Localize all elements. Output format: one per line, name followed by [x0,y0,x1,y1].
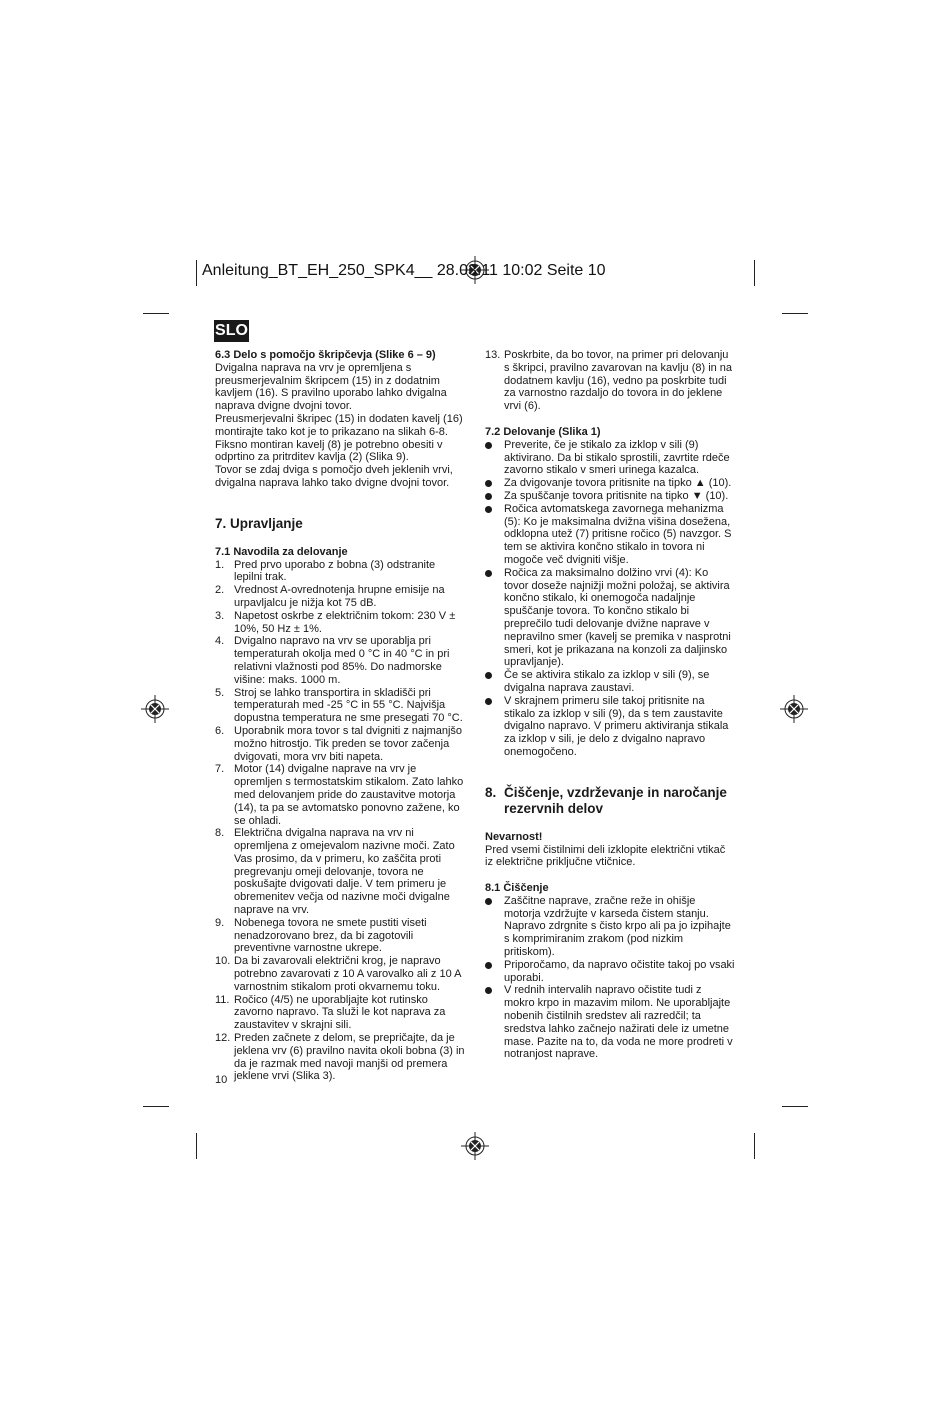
list-item [485,984,735,1061]
numbered-list [215,559,465,1084]
list-item [485,477,735,490]
list-number: 4. [215,635,225,648]
section-8-1-title: 8.1 Čiščenje [485,882,549,895]
list-item [215,559,465,585]
bullet-icon [485,672,492,679]
bullet-icon [485,506,492,513]
list-text: Če se aktivira stikalo za izklop v sili (9), se dvigalna naprava zaustavi. [504,669,710,694]
crop-mark [782,1106,808,1107]
section-number: 8. [485,784,497,800]
list-item [485,959,735,985]
numbered-list [485,349,735,413]
list-text: Električna dvigalna naprava na vrv ni opremljena z omejevalom nazivne moči. Zato Vas prosimo, da v primeru, ko zaščita proti pregrevanju omeji delovanje, tovora ne poskušajte dvigovati dalje. V tem primeru je obremenitev večja od nazivne moči dvigalne naprave na vrv. [234,827,455,917]
list-item [485,567,735,669]
list-item [215,725,465,763]
list-text: Za spuščanje tovora pritisnite na tipko ▼ (10). [504,489,729,502]
bullet-list [485,439,735,759]
section-7-2-title: 7.2 Delovanje (Slika 1) [485,425,601,438]
crop-mark [782,313,808,314]
bullet-icon [485,570,492,577]
registration-mark-icon [141,695,169,723]
list-number: 6. [215,724,225,737]
registration-mark-icon [780,695,808,723]
list-text: Priporočamo, da napravo očistite takoj po vsaki uporabi. [504,958,735,984]
list-number: 9. [215,916,225,929]
bullet-icon [485,480,492,487]
print-slug-header: Anleitung_BT_EH_250_SPK4__ 28.03.11 10:02 Seite 10 [202,262,606,279]
bullet-icon [485,962,492,969]
list-item [485,439,735,477]
danger-title: Nevarnost! [485,830,543,843]
crop-mark [143,313,169,314]
list-number: 10. [215,955,231,968]
paragraph: Preusmerjevalni škripec (15) in dodaten kavelj (16) montirajte tako kot je to prikazano na slikah 6-8. Fiksno montiran kavelj (8) je potrebno obesiti v odprtino za pritrditev kavlja (2) (Slika 9). [215,412,463,464]
list-text: Vrednost A-ovrednotenja hrupne emisije na urpavljalcu je nižja kot 75 dB. [234,584,445,609]
list-text: Stroj se lahko transportira in skladišči pri temperaturah med -25 °C in 55 °C. Najvišja dopustna temperatura ne sme presegati 70 °C. [234,686,463,725]
list-item [485,695,735,759]
list-text: Uporabnik mora tovor s tal dvigniti z najmanjšo možno hitrostjo. Tik preden se tovor začenja dvigovati, mora vrv biti napeta. [234,724,463,763]
bullet-icon [485,442,492,449]
list-text: Dvigalno napravo na vrv se uporablja pri temperaturah okolja med 0 °C in 40 °C in pri relativni vlažnosti pod 85%. Do nadmorske višine: maks. 1000 m. [234,635,450,686]
list-item [215,610,465,636]
list-number: 2. [215,584,225,597]
left-column [215,349,465,1083]
page-number: 10 [215,1074,228,1086]
list-text: Da bi zavarovali električni krog, je napravo potrebno zavarovati z 10 A varovalko ali z 10 A varnostnim stikalom proti okvarnemu toku. [234,955,461,993]
list-text: Zaščitne naprave, zračne reže in ohišje motorja vzdržujte v karseda čistem stanju. Napravo zdrgnite s čisto krpo ali pa jo izpihajte s komprimiranim zrakom (pod nizkim pritiskom). [504,894,731,959]
list-number: 12. [215,1032,231,1045]
list-number: 1. [215,558,225,571]
list-text: Ročica za maksimalno dolžino vrvi (4): Ko tovor doseže najnižji možni položaj, se aktivira končno stikalo, ki onemogoča nadaljnje spuščanje tovora. To končno stikalo bi preprečilo tudi delovanje dvižne naprave v nepravilno smer (kavelj se premika v nasprotni smeri, kot je prikazana na konzoli za daljinsko upravljanje). [504,566,731,669]
crop-mark [754,1133,755,1159]
crop-mark [196,260,197,286]
list-number: 3. [215,609,225,622]
list-text: Pred prvo uporabo z bobna (3) odstranite lepilni trak. [234,558,436,584]
list-text: Ročico (4/5) ne uporabljajte kot rutinsko zavorno napravo. Ta služi le kot naprava za zaustavitev v skrajni sili. [234,993,446,1032]
section-title-text: Čiščenje, vzdrževanje in naročanje rezervnih delov [504,784,727,816]
bullet-icon [485,698,492,705]
list-number: 11. [215,993,230,1006]
crop-mark [754,260,755,286]
section-8-title [485,785,735,817]
bullet-list [485,895,735,1061]
list-number: 13. [485,349,501,361]
crop-mark [196,1133,197,1159]
list-text: Preden začnete z delom, se prepričajte, da je jeklena vrv (6) pravilno navita okoli bobna (3) in da je razmak med navoji manjši od premera jeklene vrvi (Slika 3). [234,1032,465,1083]
list-item [215,1032,465,1083]
list-number: 8. [215,827,225,840]
list-item [215,635,465,686]
section-6-3-title: 6.3 Delo s pomočjo škripčevja (Slike 6 – 9) [215,349,436,361]
list-item [485,503,735,567]
list-text: Ročica avtomatskega zavornega mehanizma (5): Ko je maksimalna dvižna višina dosežena, odklopna utež (7) pritisne ročico (5) navzgor. S tem se aktivira končno stikalo in tovora ni mogoče več dvigniti višje. [504,502,732,566]
registration-mark-icon [461,1132,489,1160]
list-item [215,584,465,610]
list-text: Za dvigovanje tovora pritisnite na tipko ▲ (10). [504,477,732,490]
section-7-1-title: 7.1 Navodila za delovanje [215,545,348,558]
paragraph: Pred vsemi čistilnimi deli izklopite električni vtikač iz električne priključne vtičnice. [485,843,726,869]
bullet-icon [485,987,492,994]
bullet-icon [485,493,492,500]
paragraph: Dvigalna naprava na vrv je opremljena s preusmerjevalnim škripcem (15) in z dodatnim kavljem (16). S pravilno uporabo lahko dvigalna naprava dvigne dvojni tovor. [215,361,447,413]
right-column [485,349,735,1061]
list-number: 7. [215,763,225,776]
list-text: Napetost oskrbe z električnim tokom: 230 V ± 10%, 50 Hz ± 1%. [234,609,456,635]
list-item [485,349,735,413]
list-text: Nobenega tovora ne smete pustiti viseti nenadzorovano brez, da bi zagotovili preventivne varnostne ukrepe. [234,916,427,955]
bullet-icon [485,898,492,905]
section-7-title: 7. Upravljanje [215,515,303,531]
list-item [215,994,465,1032]
paragraph: Tovor se zdaj dviga s pomočjo dveh jeklenih vrvi, dvigalna naprava lahko tako dvigne dvojni tovor. [215,464,453,489]
list-item [215,917,465,955]
list-item [215,763,465,827]
list-item [215,827,465,917]
list-item [485,895,735,959]
list-text: V skrajnem primeru sile takoj pritisnite na stikalo za izklop v sili (9), da s tem zaustavite dvigalno napravo. V primeru aktiviranja stikala za izklop v sili, je delo z dvigalno napravo onemogočeno. [504,694,729,758]
list-item [215,687,465,725]
list-text: V rednih intervalih napravo očistite tudi z mokro krpo in mazavim milom. Ne uporabljajte nobenih čistilnih sredstev ali razredčil; ta sredstva lahko začnejo nažirati dele iz umetne mase. Pazite na to, da voda ne more prodreti v notranjost naprave. [504,984,733,1061]
list-item [485,490,735,503]
list-number: 5. [215,686,225,699]
list-text: Preverite, če je stikalo za izklop v sili (9) aktivirano. Da bi stikalo sprostili, zavrtite rdeče zavorno stikalo v smeri urinega kazalca. [504,438,730,477]
crop-mark [143,1106,169,1107]
list-item [485,669,735,695]
list-item [215,955,465,993]
language-badge: SLO [214,320,249,342]
list-text: Motor (14) dvigalne naprave na vrv je opremljen s termostatskim stikalom. Zato lahko med delovanjem pride do zaustavitve motorja (14), ta pa se avtomatsko ponovno zažene, ko se ohladi. [234,763,464,827]
list-text: Poskrbite, da bo tovor, na primer pri delovanju s škripci, pravilno zavarovan na kavlju (8) in na dodatnem kavlju (16), vedno pa poskrbite tudi za varnostno razdaljo do tovora in do jeklene vrvi (6). [504,349,733,413]
